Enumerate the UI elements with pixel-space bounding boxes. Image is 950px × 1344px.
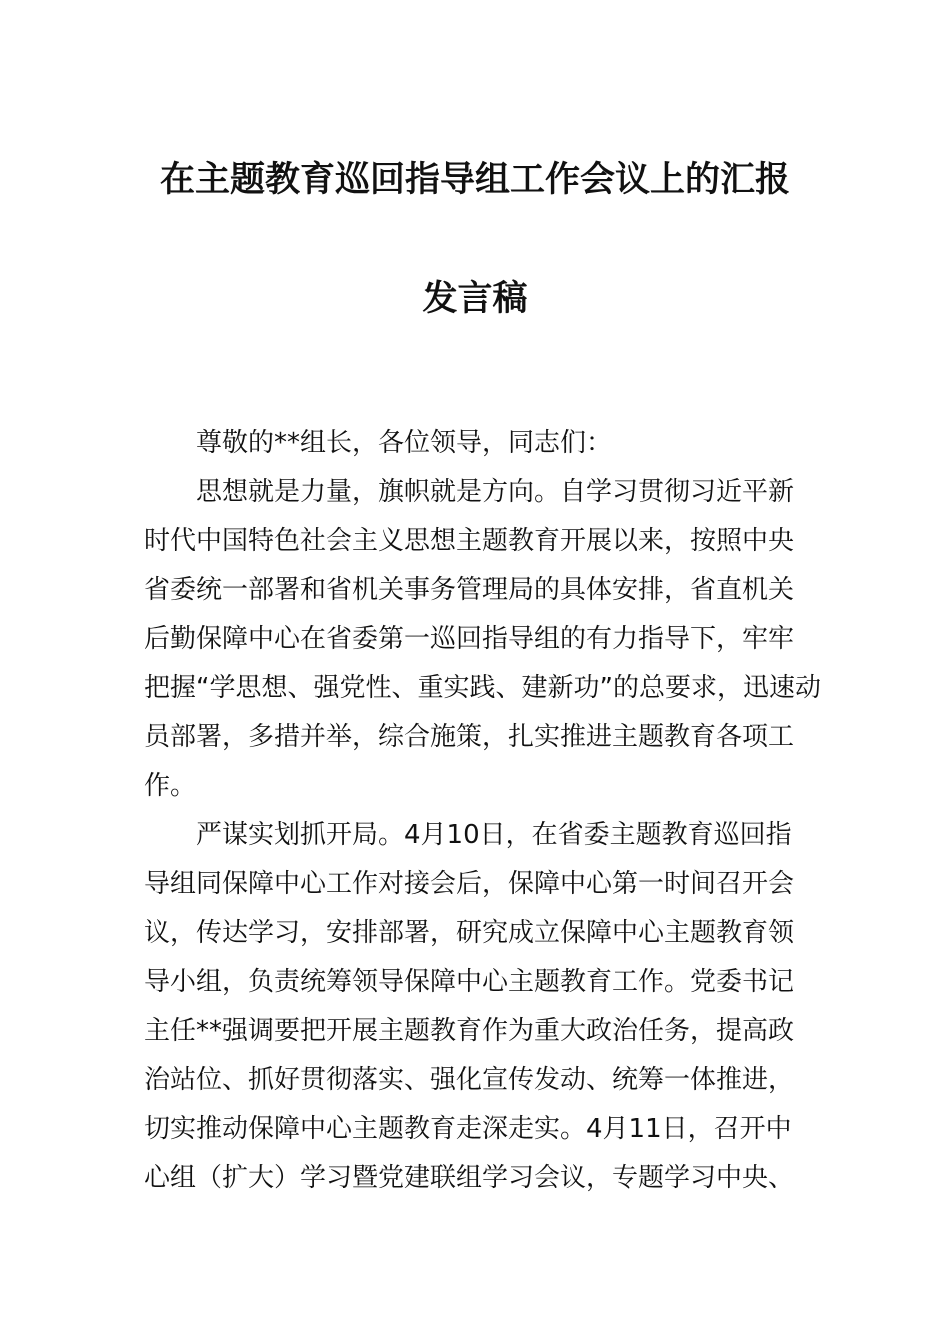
paragraph-2-line-4: 导小组，负责统筹领导保障中心主题教育工作。党委书记 [144,967,795,997]
paragraph-2-line-2: 导组同保障中心工作对接会后，保障中心第一时间召开会 [144,869,795,899]
paragraph-2-line-5: 主任**强调要把开展主题教育作为重大政治任务，提高政 [144,1016,795,1046]
document-body [144,419,821,1203]
paragraph-2-line-8: 心组（扩大）学习暨党建联组学习会议，专题学习中央、 [144,1163,795,1193]
paragraph-2-line-6: 治站位、抓好贯彻落实、强化宣传发动、统筹一体推进， [144,1065,795,1095]
paragraph-1-line-4: 后勤保障中心在省委第一巡回指导组的有力指导下，牢牢 [144,624,795,654]
document-title-line-2: 发言稿 [422,279,528,319]
paragraph-1-line-3: 省委统一部署和省机关事务管理局的具体安排，省直机关 [144,575,795,605]
paragraph-1-line-7: 作。 [144,771,197,801]
paragraph-1-line-5: 把握“学思想、强党性、重实践、建新功”的总要求，迅速动 [144,673,821,703]
paragraph-2-line-3: 议，传达学习，安排部署，研究成立保障中心主题教育领 [144,918,795,948]
paragraph-2-line-7: 切实推动保障中心主题教育走深走实。4月11日，召开中 [144,1114,792,1144]
paragraph-1-line-6: 员部署，多措并举，综合施策，扎实推进主题教育各项工 [144,722,795,752]
document-title-line-1: 在主题教育巡回指导组工作会议上的汇报 [159,160,790,200]
paragraph-1-line-1: 思想就是力量，旗帜就是方向。自学习贯彻习近平新 [196,477,795,507]
salutation-line: 尊敬的**组长，各位领导，同志们： [196,428,613,458]
paragraph-2-line-1: 严谋实划抓开局。4月10日，在省委主题教育巡回指 [196,820,792,850]
paragraph-1-line-2: 时代中国特色社会主义思想主题教育开展以来，按照中央 [144,526,795,556]
